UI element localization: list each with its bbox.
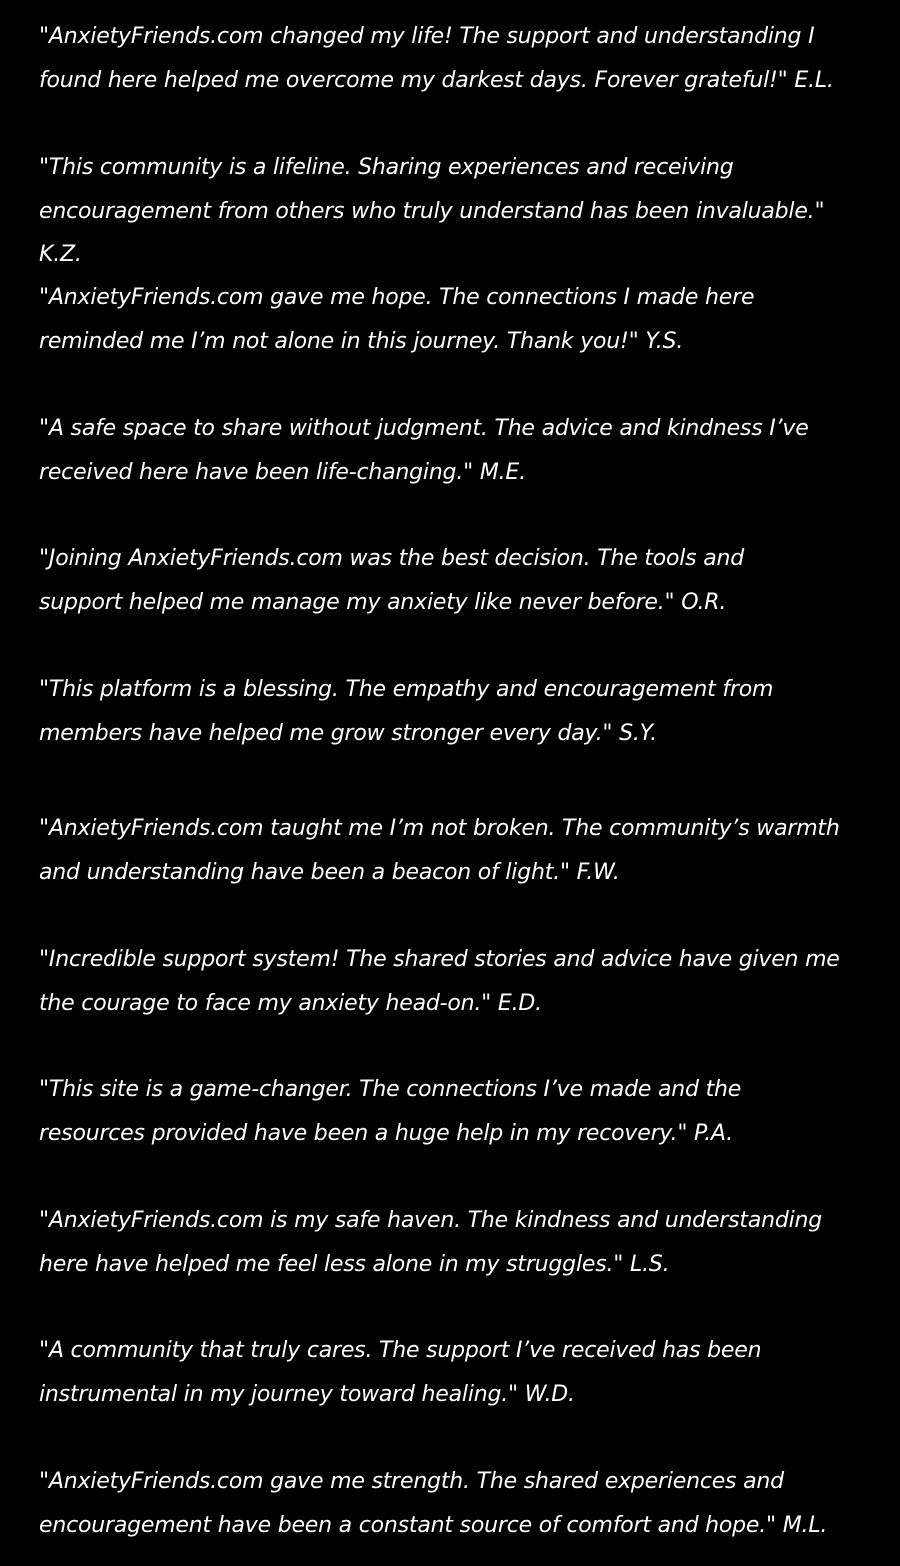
testimonial-kz bbox=[39, 146, 869, 277]
testimonial-line: "AnxietyFriends.com taught me I’m not broken. The community’s warmth bbox=[39, 816, 840, 841]
testimonial-line: "AnxietyFriends.com changed my life! The support and understanding I bbox=[39, 24, 815, 49]
testimonial-pa bbox=[39, 1068, 869, 1155]
testimonial-line: "AnxietyFriends.com is my safe haven. The kindness and understanding bbox=[39, 1208, 823, 1233]
testimonial-me bbox=[39, 407, 869, 494]
testimonial-line: "This community is a lifeline. Sharing experiences and receiving bbox=[39, 155, 734, 180]
testimonial-ed bbox=[39, 938, 869, 1025]
testimonial-line: members have helped me grow stronger every day." S.Y. bbox=[39, 720, 657, 746]
testimonial-line: "This platform is a blessing. The empathy and encouragement from bbox=[39, 677, 774, 702]
testimonial-line: "Joining AnxietyFriends.com was the best decision. The tools and bbox=[39, 546, 745, 571]
testimonial-line: "A community that truly cares. The support I’ve received has been bbox=[39, 1338, 762, 1363]
testimonial-sy bbox=[39, 668, 869, 755]
testimonial-ml bbox=[39, 1460, 869, 1547]
testimonial-ys bbox=[39, 276, 869, 363]
testimonial-line: instrumental in my journey toward healing." W.D. bbox=[39, 1381, 575, 1407]
testimonial-line: "AnxietyFriends.com gave me hope. The connections I made here bbox=[39, 285, 755, 310]
testimonial-line: "This site is a game-changer. The connections I’ve made and the bbox=[39, 1077, 742, 1102]
testimonial-line: found here helped me overcome my darkest days. Forever grateful!" E.L. bbox=[39, 67, 834, 93]
testimonial-line: K.Z. bbox=[39, 242, 82, 267]
testimonial-line: encouragement from others who truly understand has been invaluable." bbox=[39, 198, 825, 224]
testimonial-el bbox=[39, 15, 869, 102]
testimonial-line: "Incredible support system! The shared stories and advice have given me bbox=[39, 947, 840, 972]
testimonial-line: reminded me I’m not alone in this journey. Thank you!" Y.S. bbox=[39, 328, 684, 354]
testimonial-line: resources provided have been a huge help in my recovery." P.A. bbox=[39, 1120, 733, 1146]
testimonial-line: "AnxietyFriends.com gave me strength. The shared experiences and bbox=[39, 1469, 784, 1494]
testimonial-or bbox=[39, 537, 869, 624]
testimonial-line: "A safe space to share without judgment. The advice and kindness I’ve bbox=[39, 416, 809, 441]
testimonial-ls bbox=[39, 1199, 869, 1286]
testimonial-fw bbox=[39, 807, 869, 894]
testimonial-line: and understanding have been a beacon of light." F.W. bbox=[39, 859, 620, 885]
testimonial-wd bbox=[39, 1329, 869, 1416]
testimonial-line: encouragement have been a constant source of comfort and hope." M.L. bbox=[39, 1512, 828, 1538]
testimonial-line: received here have been life-changing." M.E. bbox=[39, 459, 526, 485]
testimonial-line: support helped me manage my anxiety like never before." O.R. bbox=[39, 589, 727, 615]
testimonial-line: the courage to face my anxiety head-on." E.D. bbox=[39, 990, 542, 1016]
testimonial-line: here have helped me feel less alone in my struggles." L.S. bbox=[39, 1251, 670, 1277]
